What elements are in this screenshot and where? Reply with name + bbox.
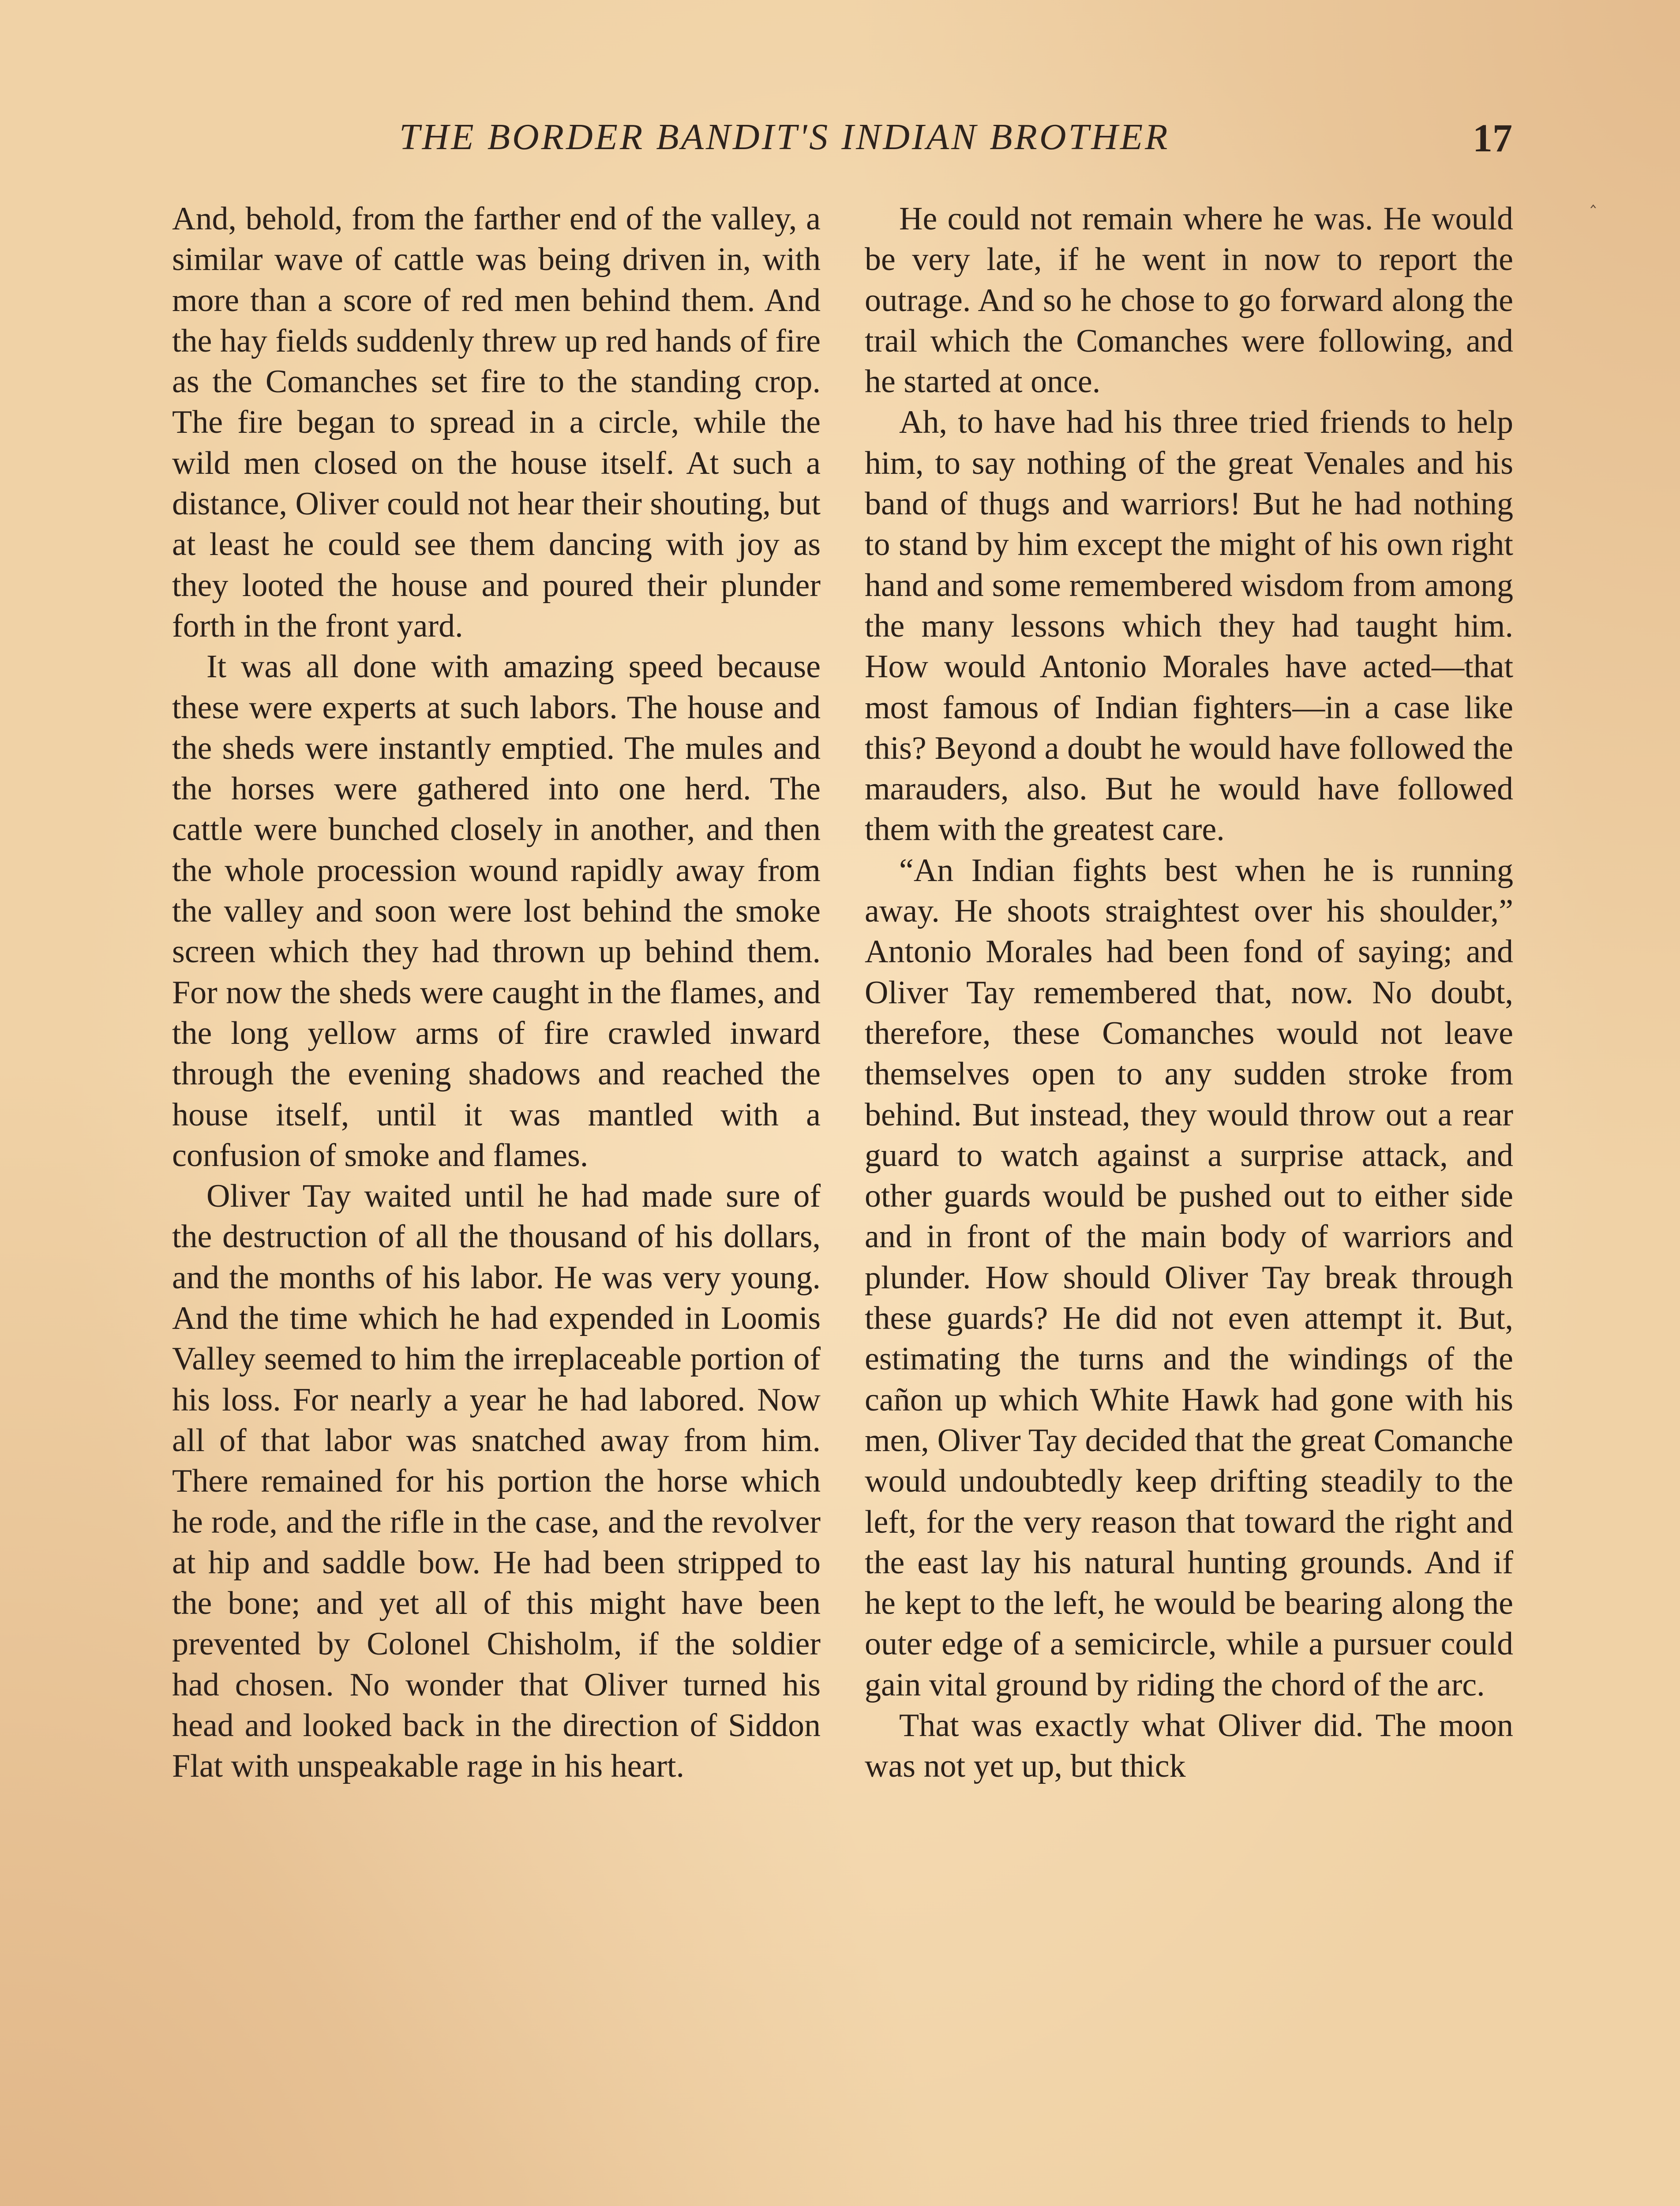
page-number: 17 — [1473, 116, 1512, 160]
paragraph: He could not remain where he was. He would be very late, if he went in now to report the outrage. And so he chose to go forward along the trail which the Comanches were following, and he started at once. — [865, 201, 1513, 400]
paragraph: “An Indian fights best when he is running away. He shoots straightest over his shoulder,” Antonio Morales had been fond of saying; and Oliver Tay remembered that, now. No doubt, therefore, these Comanches would not leave themselves open to any sudden stroke from behind. But instead, they would throw out a rear guard to watch against a surprise attack, and other guards would be pushed out to either side and in front of the main body of warriors and plunder. How should Oliver Tay break through these guards? He did not even attempt it. But, estimating the turns and the windings of the cañon up which White Hawk had gone with his men, Oliver Tay decided that the great Comanche would undoubtedly keep drifting steadily to the left, for the very reason that toward the right and the east lay his natural hunting grounds. And if he kept to the left, he would be bearing along the outer edge of a semicircle, while a pursuer could gain vital ground by riding the chord of the arc. — [865, 852, 1513, 1703]
left-column — [172, 199, 821, 1787]
paragraph: It was all done with amazing speed because these were experts at such labors. The house and the sheds were instantly emptied. The mules and the horses were gathered into one herd. The cattle were bunched closely in another, and then the whole procession wound rapidly away from the valley and soon were lost behind the smoke screen which they had thrown up behind them. For now the sheds were caught in the flames, and the long yellow arms of fire crawled inward through the evening shadows and reached the house itself, until it was mantled with a confusion of smoke and flames. — [172, 649, 821, 1174]
right-column — [865, 199, 1513, 1787]
ink-speck: ‸ — [1590, 188, 1596, 208]
paragraph: And, behold, from the farther end of the valley, a similar wave of cattle was being driven in, with more than a score of red men behind them. And the hay fields suddenly threw up red hands of fire as the Comanches set fire to the standing crop. The fire began to spread in a circle, while the wild men closed on the house itself. At such a distance, Oliver could not hear their shouting, but at least he could see them dancing with joy as they looted the house and poured their plunder forth in the front yard. — [172, 201, 821, 644]
paragraph: That was exactly what Oliver did. The moon was not yet up, but thick — [865, 1707, 1513, 1785]
paragraph: Ah, to have had his three tried friends to help him, to say nothing of the great Venales and his band of thugs and warriors! But he had nothing to stand by him except the might of his own right hand and some remembered wisdom from among the many lessons which they had taught him. How would Antonio Morales have acted—that most famous of Indian fighters—in a case like this? Beyond a doubt he would have followed the marauders, also. But he would have followed them with the greatest care. — [865, 404, 1513, 848]
paragraph: Oliver Tay waited until he had made sure of the destruction of all the thousand of his dollars, and the months of his labor. He was very young. And the time which he had expended in Loomis Valley seemed to him the irreplaceable portion of his loss. For nearly a year he had labored. Now all of that labor was snatched away from him. There remained for his portion the horse which he rode, and the rifle in the case, and the revolver at hip and saddle bow. He had been stripped to the bone; and yet all of this might have been prevented by Colonel Chisholm, if the soldier had chosen. No wonder that Oliver turned his head and looked back in the direction of Siddon Flat with unspeakable rage in his heart. — [172, 1178, 821, 1785]
running-head-title: THE BORDER BANDIT'S INDIAN BROTHER — [399, 116, 1170, 158]
